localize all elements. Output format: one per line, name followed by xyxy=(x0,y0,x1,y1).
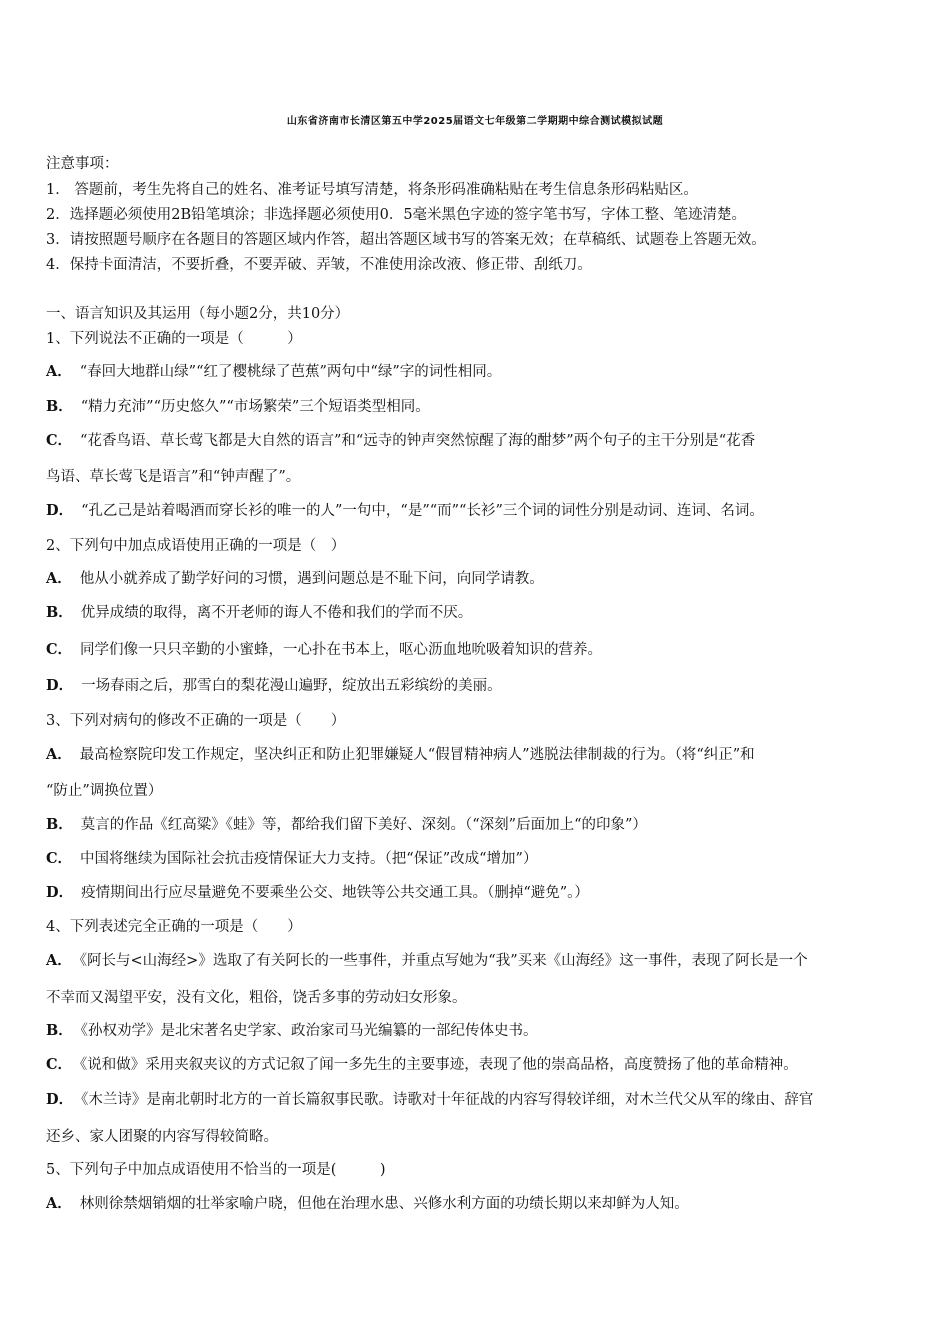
option-label: B． xyxy=(46,604,73,621)
option-d xyxy=(46,881,589,902)
option-text: “精力充沛”“历史悠久”“市场繁荣”三个短语类型相同。 xyxy=(80,399,430,415)
option-text: 他从小就养成了勤学好问的习惯，遇到问题总是不耻下问，向同学请教。 xyxy=(79,571,544,587)
option-text: “花香鸟语、草长莺飞都是大自然的语言”和“远寺的钟声突然惊醒了海的酣梦”两个句子的主干分别是“花香 xyxy=(80,433,756,449)
option-label: A． xyxy=(46,746,72,763)
option-label: B． xyxy=(46,816,73,833)
notice-item: 4．保持卡面清洁，不要折叠，不要弄破、弄皱，不准使用涂改液、修正带、刮纸刀。 xyxy=(46,257,592,273)
option-a-cont: 不幸而又渴望平安，没有文化，粗俗，饶舌多事的劳动妇女形象。 xyxy=(46,990,467,1006)
option-text: 最高检察院印发工作规定，坚决纠正和防止犯罪嫌疑人“假冒精神病人”逃脱法律制裁的行为。（将“纠正”和 xyxy=(79,747,755,763)
option-d xyxy=(46,499,764,520)
option-label: D． xyxy=(46,1091,74,1108)
question-stem: 4、下列表述完全正确的一项是（ ） xyxy=(46,919,302,935)
option-b xyxy=(46,395,430,416)
option-text: 林则徐禁烟销烟的壮举家喻户晓，但他在治理水患、兴修水利方面的功绩长期以来却鲜为人知。 xyxy=(79,1196,689,1212)
option-text: 疫情期间出行应尽量避免不要乘坐公交、地铁等公共交通工具。（删掉“避免”。） xyxy=(81,885,589,901)
option-text: 中国将继续为国际社会抗击疫情保证大力支持。（把“保证”改成“增加”） xyxy=(80,851,538,867)
option-a xyxy=(46,949,808,970)
option-a-cont: “防止”调换位置） xyxy=(46,783,163,799)
option-c xyxy=(46,847,537,868)
option-text: 同学们像一只只辛勤的小蜜蜂，一心扑在书本上，呕心沥血地吮吸着知识的营养。 xyxy=(80,642,603,658)
option-label: C． xyxy=(46,432,73,449)
option-b xyxy=(46,813,647,834)
option-text: 《木兰诗》是南北朝时北方的一首长篇叙事民歌。诗歌对十年征战的内容写得较详细，对木兰代父从军的缘由、辞官 xyxy=(81,1092,814,1108)
option-d-cont: 还乡、家人团聚的内容写得较简略。 xyxy=(46,1129,278,1145)
question-stem: 2、下列句中加点成语使用正确的一项是（ ） xyxy=(46,538,346,554)
option-label: D． xyxy=(46,502,74,519)
option-d xyxy=(46,1088,813,1109)
option-c xyxy=(46,1053,798,1074)
option-text: “春回大地群山绿”“红了樱桃绿了芭蕉”两句中“绿”字的词性相同。 xyxy=(79,364,502,380)
option-label: A． xyxy=(46,952,72,969)
option-text: 《说和做》采用夹叙夹议的方式记叙了闻一多先生的主要事迹，表现了他的崇高品格，高度赞扬了他的革命精神。 xyxy=(80,1057,798,1073)
option-text: 《阿长与<山海经>》选取了有关阿长的一些事件，并重点写她为“我”买来《山海经》这一事件，表现了阿长是一个 xyxy=(79,953,808,969)
option-label: C． xyxy=(46,641,73,658)
option-a xyxy=(46,743,755,764)
option-b xyxy=(46,601,472,622)
question-stem: 1、下列说法不正确的一项是（ ） xyxy=(46,331,302,347)
option-a xyxy=(46,1192,689,1213)
notice-item: 2．选择题必须使用2B铅笔填涂；非选择题必须使用0．5毫米黑色字迹的签字笔书写，字体工整、笔迹清楚。 xyxy=(46,207,747,223)
option-a xyxy=(46,567,544,588)
option-text: 莫言的作品《红高粱》《蛙》等，都给我们留下美好、深刻。（“深刻”后面加上“的印象”） xyxy=(80,817,647,833)
section-heading: 一、语言知识及其运用（每小题2分，共10分） xyxy=(46,306,350,322)
exam-title: 山东省济南市长清区第五中学2025届语文七年级第二学期期中综合测试模拟试题 xyxy=(286,116,664,127)
option-label: A． xyxy=(46,570,72,587)
option-c xyxy=(46,638,602,659)
notice-heading: 注意事项： xyxy=(46,156,119,172)
option-label: A． xyxy=(46,1195,72,1212)
option-label: B． xyxy=(46,398,73,415)
question-stem: 3、下列对病句的修改不正确的一项是（ ） xyxy=(46,713,346,729)
notice-item: 1． 答题前，考生先将自己的姓名、准考证号填写清楚，将条形码准确粘贴在考生信息条形码粘贴区。 xyxy=(46,182,698,198)
option-c-cont: 鸟语、草长莺飞是语言”和“钟声醒了”。 xyxy=(46,469,301,485)
option-label: A． xyxy=(46,363,72,380)
option-label: C． xyxy=(46,850,73,867)
notice-item: 3．请按照题号顺序在各题目的答题区域内作答，超出答题区域书写的答案无效；在草稿纸、试题卷上答题无效。 xyxy=(46,232,766,248)
option-label: B． xyxy=(46,1022,73,1039)
option-text: 一场春雨之后，那雪白的梨花漫山遍野，绽放出五彩缤纷的美丽。 xyxy=(81,678,502,694)
option-d xyxy=(46,674,502,695)
option-text: 《孙权劝学》是北宋著名史学家、政治家司马光编纂的一部纪传体史书。 xyxy=(80,1023,538,1039)
option-a xyxy=(46,360,501,381)
option-text: 优异成绩的取得，离不开老师的诲人不倦和我们的学而不厌。 xyxy=(80,605,473,621)
option-text: “孔乙己是站着喝酒而穿长衫的唯一的人”一句中，“是”“而”“长衫”三个词的词性分别是动词、连词、名词。 xyxy=(81,503,764,519)
option-label: D． xyxy=(46,884,74,901)
question-stem: 5、下列句子中加点成语使用不恰当的一项是( ) xyxy=(46,1162,386,1178)
option-label: D． xyxy=(46,677,74,694)
option-b xyxy=(46,1019,538,1040)
option-c xyxy=(46,429,755,450)
option-label: C． xyxy=(46,1056,73,1073)
